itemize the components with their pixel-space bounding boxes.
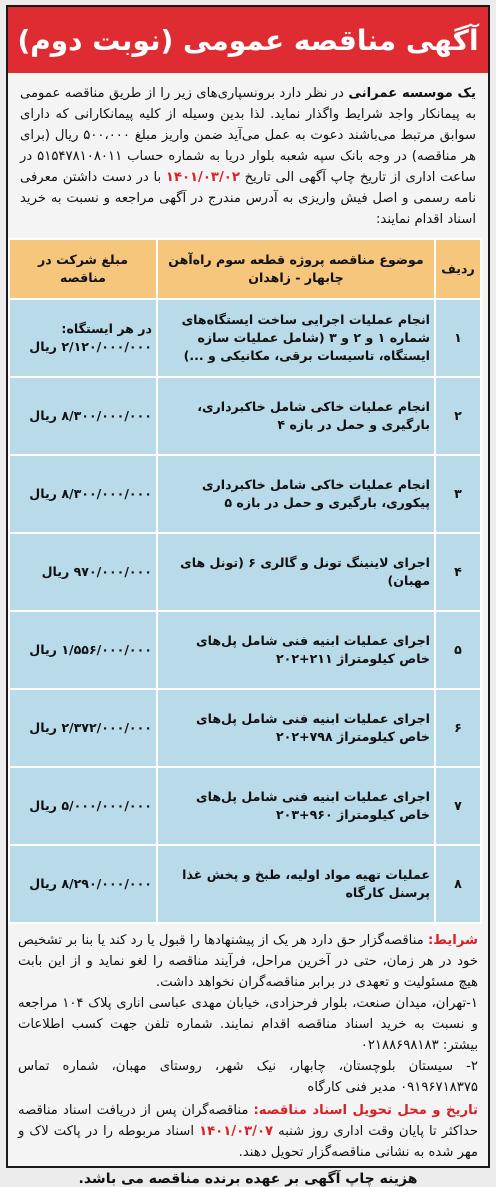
row-subject: اجرای لاینینگ تونل و گالری ۶ (تونل های مهبان)	[157, 533, 435, 611]
header-amount: مبلغ شرکت در مناقصه	[9, 239, 157, 299]
table-row	[9, 689, 481, 767]
table-row	[9, 767, 481, 845]
delivery-text-1: مناقصه‌گران پس از دریافت اسناد مناقصه حداکثر تا پایان وقت اداری روز شنبه	[18, 1103, 479, 1139]
table-row	[9, 299, 481, 377]
row-subject: انجام عملیات خاکی شامل خاکبرداری پیکوری، بارگیری و حمل در بازه ۵	[157, 455, 435, 533]
table-row	[9, 845, 481, 923]
conditions-label: شرایط:	[427, 933, 478, 948]
delivery-section	[8, 1098, 488, 1163]
address-tehran: ۱-تهران، میدان صنعت، بلوار فرحزادی، خیابان مهدی عباسی اناری پلاک ۱۰۴ مراجعه و نسبت به خرید اسناد مناقصه اقدام نمایند. شماره تلفن جهت کسب اطلاعات بیشتر: ۰۲۱۸۸۶۹۸۱۸۳	[18, 996, 478, 1053]
delivery-label: تاریخ و محل تحویل اسناد مناقصه:	[253, 1103, 478, 1118]
table-row	[9, 533, 481, 611]
address-chabahar: ۲- سیستان بلوچستان، چابهار، نیک شهر، روستای مهبان، شماره تماس ۰۹۱۹۶۷۱۸۳۷۵ مدیر فنی کارگاه	[18, 1059, 478, 1095]
header-subject: موضوع مناقصه پروژه قطعه سوم راه‌آهن چابهار - زاهدان	[157, 239, 435, 299]
organization-name: یک موسسه عمرانی	[348, 86, 476, 101]
row-subject: انجام عملیات خاکی شامل خاکبرداری، بارگیری و حمل در بازه ۴	[157, 377, 435, 455]
table-header-row	[9, 239, 481, 299]
intro-paragraph	[8, 73, 488, 234]
row-amount: ۸/۳۰۰/۰۰۰/۰۰۰ ریال	[9, 377, 157, 455]
row-number: ۴	[435, 533, 481, 611]
conditions-text: مناقصه‌گزار حق دارد هر یک از پیشنهادها را قبول یا رد کند یا بنا بر تشخیص خود در هر زمان، حتی در آخرین مراحل، فرآیند مناقصه را لغو نماید و از این بابت هیچ مسئولیت و تعهدی در برابر مناقصه‌گران نخواهد داشت.	[18, 933, 478, 990]
row-number: ۶	[435, 689, 481, 767]
row-amount: ۱/۵۵۶/۰۰۰/۰۰۰ ریال	[9, 611, 157, 689]
header-row-number: ردیف	[435, 239, 481, 299]
row-subject: اجرای عملیات ابنیه فنی شامل پل‌های خاص کیلومتراژ ۲۱۱+۲۰۲	[157, 611, 435, 689]
delivery-text-2: اسناد مربوطه را در پاکت لاک و مهر شده به نشانی مناقصه‌گزار تحویل دهند.	[18, 1124, 478, 1160]
row-number: ۵	[435, 611, 481, 689]
row-subject: اجرای عملیات ابنیه فنی شامل پل‌های خاص کیلومتراژ ۷۹۸+۲۰۲	[157, 689, 435, 767]
table-row	[9, 455, 481, 533]
row-amount: ۸/۲۹۰/۰۰۰/۰۰۰ ریال	[9, 845, 157, 923]
row-subject: اجرای عملیات ابنیه فنی شامل پل‌های خاص کیلومتراژ ۹۶۰+۲۰۳	[157, 767, 435, 845]
intro-text-1: در نظر دارد برونسپاری‌های زیر را از طریق مناقصه عمومی به پیمانکار واجد شرایط واگذار نماید. لذا بدین وسیله از کلیه پیمانکارانی که دارای سوابق مرتبط می‌باشند دعوت به عمل می‌آید ضمن واریز مبلغ ۵۰۰،۰۰۰ ریال (برای هر مناقصه) در وجه بانک سپه شعبه بلوار دریا به شماره حساب ۵۱۵۴۷۸۱۰۸۰۱۱ در ساعت اداری از تاریخ چاپ آگهی الی تاریخ	[20, 86, 476, 185]
row-number: ۱	[435, 299, 481, 377]
row-subject: انجام عملیات اجرایی ساخت ایستگاه‌های شماره ۱ و ۲ و ۳ (شامل عملیات سازه ایستگاه، تاسیسات برقی، مکانیکی و ...)	[157, 299, 435, 377]
row-amount: ۸/۳۰۰/۰۰۰/۰۰۰ ریال	[9, 455, 157, 533]
tender-table	[8, 238, 482, 924]
row-amount: ۹۷۰/۰۰۰/۰۰۰ ریال	[9, 533, 157, 611]
delivery-date: ۱۴۰۱/۰۳/۰۷	[199, 1124, 274, 1139]
print-cost-note: هزینه چاپ آگهی بر عهده برنده مناقصه می باشد.	[78, 1171, 418, 1187]
row-amount: ۵/۰۰۰/۰۰۰/۰۰۰ ریال	[9, 767, 157, 845]
row-number: ۸	[435, 845, 481, 923]
row-number: ۳	[435, 455, 481, 533]
purchase-deadline: ۱۴۰۱/۰۳/۰۲	[165, 170, 240, 185]
notice-title: آگهی مناقصه عمومی (نوبت دوم)	[8, 7, 488, 73]
table-row	[9, 377, 481, 455]
conditions-section	[8, 924, 488, 1098]
tender-notice	[6, 5, 490, 1187]
row-number: ۷	[435, 767, 481, 845]
table-row	[9, 611, 481, 689]
intro-text-2: با در دست داشتن معرفی نامه رسمی و اصل فیش واریزی به آدرس مندرج در آگهی مراجعه و نسبت به خرید اسناد اقدام نمایند:	[20, 170, 476, 227]
row-amount: در هر ایستگاه: ۲/۱۲۰/۰۰۰/۰۰۰ ریال	[9, 299, 157, 377]
row-number: ۲	[435, 377, 481, 455]
row-amount: ۲/۳۷۲/۰۰۰/۰۰۰ ریال	[9, 689, 157, 767]
row-subject: عملیات تهیه مواد اولیه، طبخ و پخش غذا پرسنل کارگاه	[157, 845, 435, 923]
